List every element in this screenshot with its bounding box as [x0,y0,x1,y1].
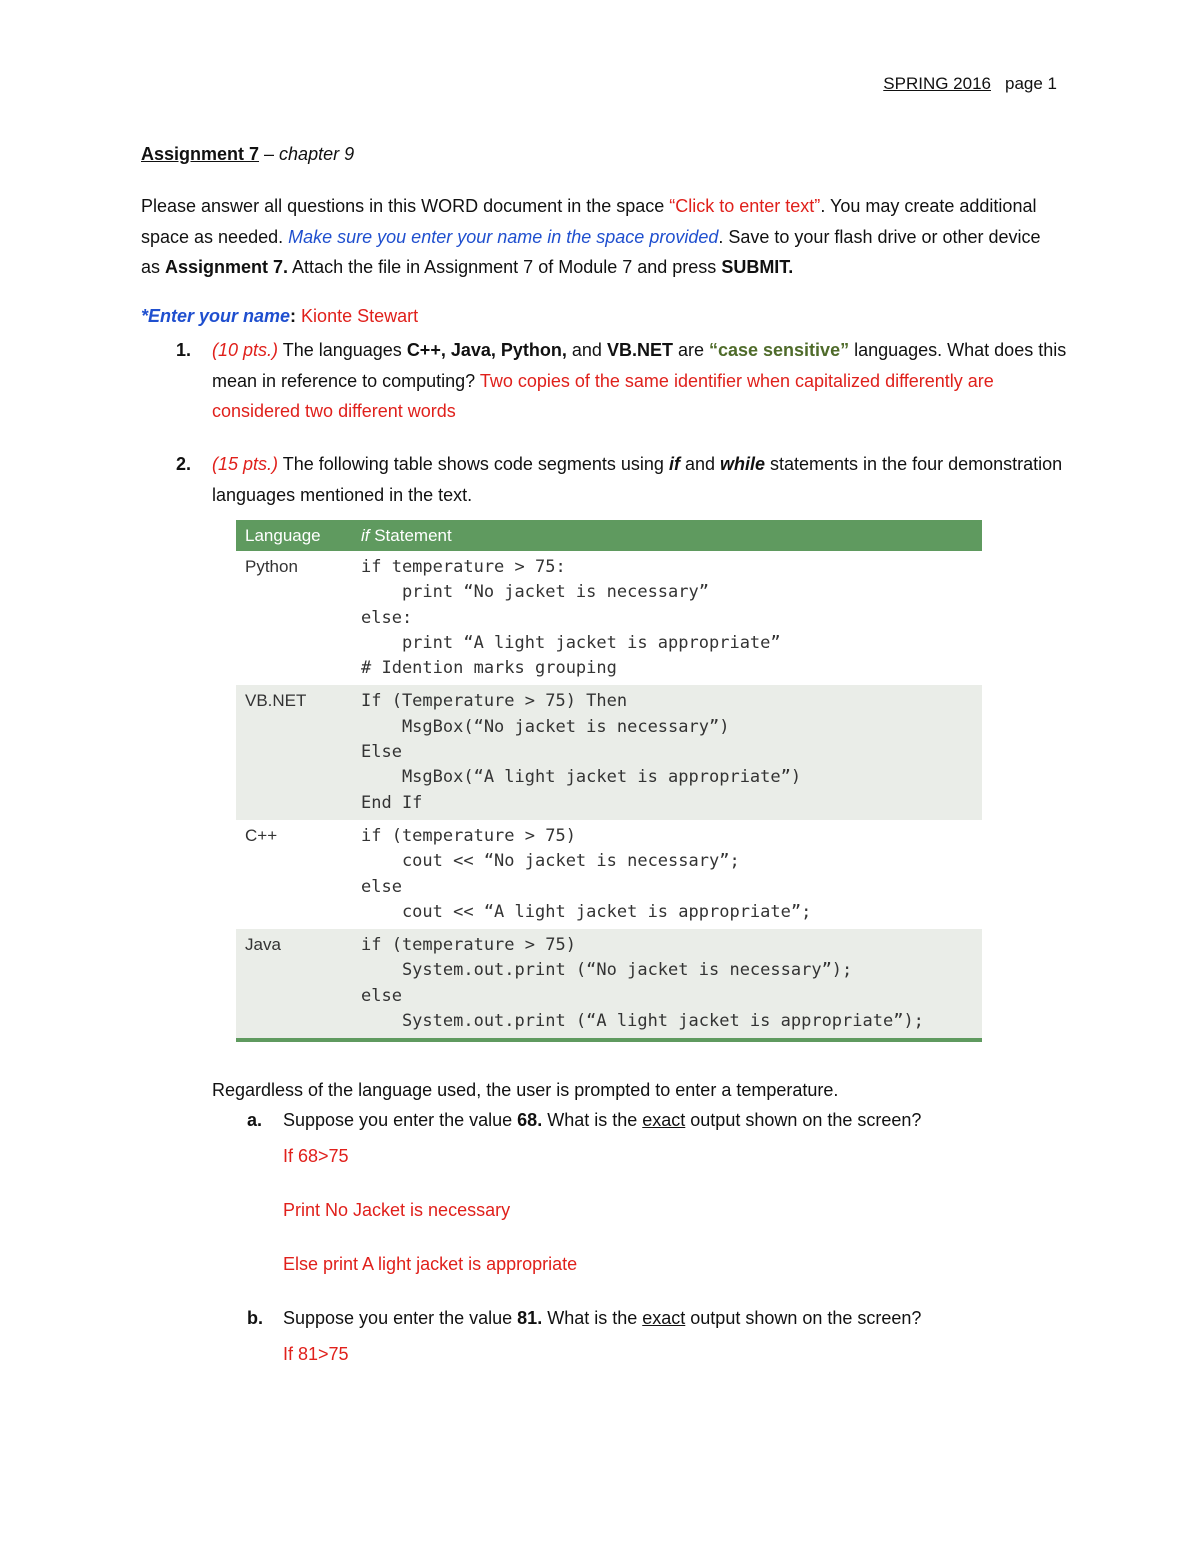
question-2-points: (15 pts.) [212,454,279,474]
q1-languages: C++, Java, Python, [406,340,567,360]
answer-a-line-1[interactable]: If 68>75 [283,1146,349,1166]
sub-question-a-letter: a. [247,1110,263,1130]
sb-text-1: Suppose you enter the value [283,1308,518,1328]
chapter-label: chapter 9 [279,144,355,164]
table-row-cpp [236,820,982,929]
language-cell: Java [236,929,361,1040]
java-code: if (temperature > 75) System.out.print (“No jacket is necessary”); else System.out.print (“A light jacket is appropriate”); [361,935,924,1032]
assignment-name: Assignment 7 [141,144,260,164]
q2-if-keyword: if [668,454,680,474]
student-name[interactable]: Kionte Stewart [301,306,419,326]
click-to-enter-text-note: “Click to enter text” [669,196,821,216]
answer-b-line-1[interactable]: If 81>75 [283,1344,349,1364]
sa-text-1: Suppose you enter the value [283,1110,518,1130]
code-cell [361,820,982,929]
python-comment: # Idention marks grouping [361,658,617,679]
q2-while-keyword: while [719,454,765,474]
question-2-number: 2. [176,454,192,474]
q1-text-2: and [566,340,607,360]
question-1-number: 1. [176,340,192,360]
sb-value: 81. [517,1308,543,1328]
sb-exact: exact [642,1308,686,1328]
q2-text-2: and [679,454,720,474]
title-dash: – [259,144,280,164]
sub-question-b-text [283,1308,1043,1329]
question-1-answer[interactable]: Two copies of the same identifier when capitalized differently are considered two different words [212,370,994,421]
intro-text-3: . Save to your flash drive or other device as [141,226,1041,277]
sa-value: 68. [517,1110,543,1130]
code-cell [361,929,982,1040]
question-1-points: (10 pts.) [212,340,279,360]
page-header [883,74,1057,94]
submit-word: SUBMIT. [721,257,794,277]
table-row-java [236,929,982,1040]
q2-text-3: statements in the four demonstration languages mentioned in the text. [212,454,1063,505]
q1-text-3: are [672,340,709,360]
question-2-text [212,449,1072,510]
intro-text-4: Attach the file in Assignment 7 of Module 7 and press [288,257,722,277]
assignment-filename: Assignment 7. [165,257,289,277]
cpp-code: if (temperature > 75) cout << “No jacket is necessary”; else cout << “A light jacket is appropriate”; [361,825,812,922]
q1-text-1: The languages [278,340,407,360]
python-code: if temperature > 75: print “No jacket is necessary” else: print “A light jacket is appropriate” [361,557,781,653]
sub-question-b-letter: b. [247,1308,263,1328]
sb-text-3: output shown on the screen? [685,1308,922,1328]
page-number: page 1 [1005,74,1057,93]
assignment-title [141,144,354,165]
code-cell [361,551,982,685]
table-row-python [236,551,982,685]
language-column-header: Language [236,520,361,551]
sub-question-a-text [283,1110,1043,1131]
vbnet-code: If (Temperature > 75) Then MsgBox(“No jacket is necessary”) Else MsgBox(“A light jacket is appropriate”) End If [361,691,802,813]
intro-text-2: . You may create additional space as needed. [141,196,1037,247]
sb-text-2: What is the [542,1308,643,1328]
name-colon: : [290,306,302,326]
code-cell [361,685,982,819]
answer-a-line-2[interactable]: Print No Jacket is necessary [283,1200,511,1220]
semester-label: SPRING 2016 [883,74,991,93]
answer-a-line-3[interactable]: Else print A light jacket is appropriate [283,1254,578,1274]
language-cell: VB.NET [236,685,361,819]
language-cell: Python [245,557,298,576]
table-header-row [236,520,982,551]
q1-case-sensitive: “case sensitive” [708,340,850,360]
name-field [141,306,418,327]
q1-text-4: languages. What does this mean in reference to computing? [212,340,1067,391]
if-header-keyword: if [361,525,370,545]
sa-text-2: What is the [542,1110,643,1130]
if-statement-table [236,520,982,1042]
question-1-text [212,335,1072,427]
sa-text-3: output shown on the screen? [685,1110,922,1130]
language-cell: C++ [245,825,278,845]
name-reminder: Make sure you enter your name in the space provided [288,226,719,247]
name-label: *Enter your name [141,306,291,326]
statement-header-word: Statement [369,525,452,545]
instructions-paragraph [141,191,1061,283]
q2-text-1: The following table shows code segments using [278,454,669,474]
regardless-text: Regardless of the language used, the user is prompted to enter a temperature. [212,1080,839,1100]
q1-vbnet: VB.NET [606,340,673,360]
sa-exact: exact [642,1110,686,1130]
intro-text-1: Please answer all questions in this WORD document in the space [141,196,670,216]
if-statement-column-header [361,520,982,551]
table-row-vbnet [236,685,982,819]
